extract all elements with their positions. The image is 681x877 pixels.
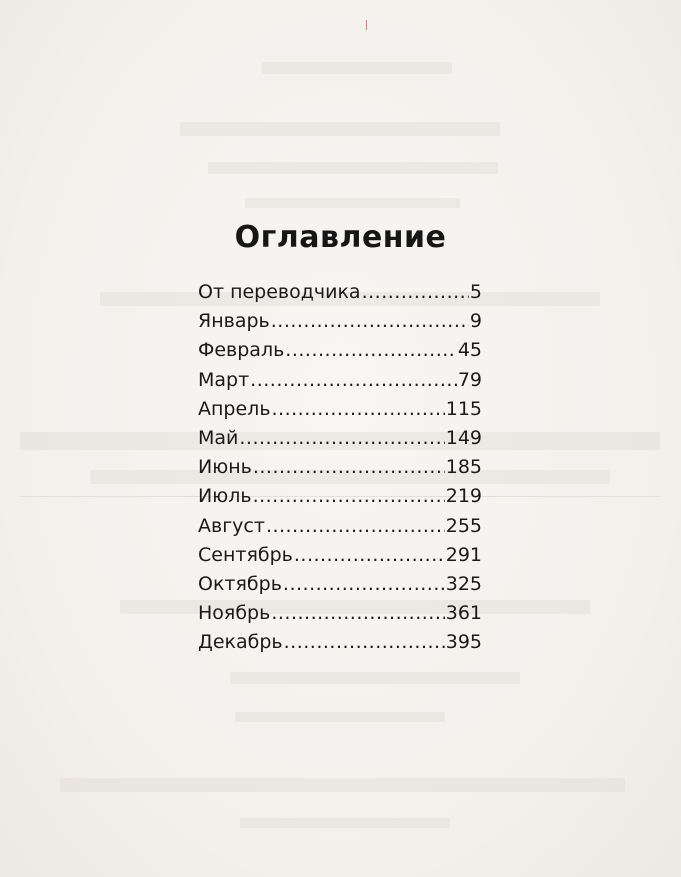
toc-leader-dots [283, 570, 445, 599]
toc-entry [198, 278, 482, 307]
toc-leader-dots [253, 482, 445, 511]
toc-entry-label: Январь [198, 310, 270, 333]
toc-entry-page: 115 [445, 397, 482, 420]
bleed-through-block [208, 162, 498, 174]
toc-entry [198, 628, 482, 657]
toc-entry [198, 482, 482, 511]
toc-entry [198, 307, 482, 336]
toc-entry [198, 424, 482, 453]
bleed-through-block [235, 712, 445, 722]
toc-leader-dots [285, 336, 457, 365]
toc-leader-dots [253, 453, 445, 482]
toc-leader-dots [250, 366, 457, 395]
toc-entry [198, 366, 482, 395]
table-of-contents [198, 278, 482, 657]
toc-entry-label: Май [198, 426, 239, 449]
toc-entry-label: Апрель [198, 397, 271, 420]
bleed-through-block [230, 672, 520, 684]
toc-entry-page: 185 [445, 456, 482, 479]
toc-entry-page: 5 [469, 281, 482, 303]
toc-entry-label: Июнь [198, 456, 252, 479]
bleed-through-block [262, 62, 452, 74]
toc-entry-label: Февраль [198, 339, 285, 362]
toc-entry-label: Март [198, 368, 250, 391]
toc-entry-label: От переводчика [198, 281, 361, 303]
toc-entry [198, 395, 482, 424]
toc-entry-page: 79 [457, 368, 482, 391]
toc-entry-label: Декабрь [198, 631, 283, 654]
toc-leader-dots [266, 512, 445, 541]
toc-leader-dots [239, 424, 444, 453]
toc-entry-page: 361 [445, 602, 482, 625]
toc-entry-label: Август [198, 514, 265, 537]
toc-leader-dots [284, 628, 445, 657]
toc-entry-page: 255 [445, 514, 482, 537]
toc-leader-dots [272, 395, 445, 424]
bleed-through-block [245, 198, 460, 208]
toc-entry [198, 512, 482, 541]
toc-entry-page: 149 [445, 426, 482, 449]
toc-leader-dots [271, 599, 444, 628]
bleed-through-block [60, 778, 625, 792]
toc-entry [198, 570, 482, 599]
toc-entry-label: Ноябрь [198, 602, 271, 625]
toc-entry-label: Сентябрь [198, 543, 293, 566]
toc-leader-dots [271, 307, 469, 336]
toc-entry [198, 599, 482, 628]
toc-entry-page: 395 [445, 631, 482, 654]
toc-entry-page: 45 [457, 339, 482, 362]
toc-entry [198, 336, 482, 365]
toc-entry [198, 453, 482, 482]
toc-entry-label: Июль [198, 485, 252, 508]
page-mark [366, 20, 367, 30]
toc-entry [198, 541, 482, 570]
bleed-through-block [240, 818, 450, 828]
toc-leader-dots [294, 541, 445, 570]
page-title: Оглавление [234, 220, 447, 255]
toc-entry-page: 325 [445, 572, 482, 595]
toc-leader-dots [362, 278, 469, 307]
bleed-through-block [180, 122, 500, 136]
toc-entry-label: Октябрь [198, 572, 282, 595]
toc-entry-page: 219 [445, 485, 482, 508]
toc-entry-page: 291 [445, 543, 482, 566]
toc-entry-page: 9 [469, 310, 482, 333]
